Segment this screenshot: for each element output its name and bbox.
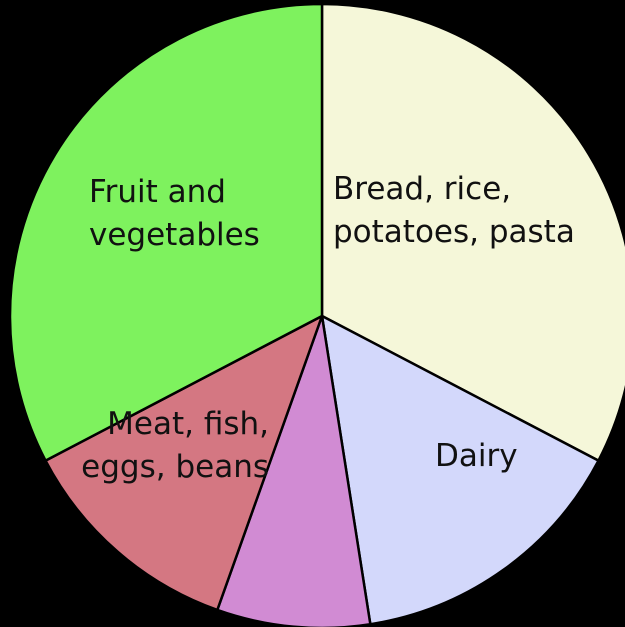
pie-label-line: vegetables [89, 217, 260, 253]
pie-label-line: Fruit and [89, 174, 226, 210]
pie-label-line: potatoes, pasta [333, 214, 575, 250]
pie-label-line: eggs, beans [81, 449, 269, 485]
pie-label-line: Meat, fish, [107, 406, 269, 442]
pie-slices [10, 4, 625, 627]
pie-label-line: Bread, rice, [333, 171, 512, 207]
pie-label-line: Dairy [435, 438, 518, 474]
pie-label-dairy [435, 438, 518, 474]
